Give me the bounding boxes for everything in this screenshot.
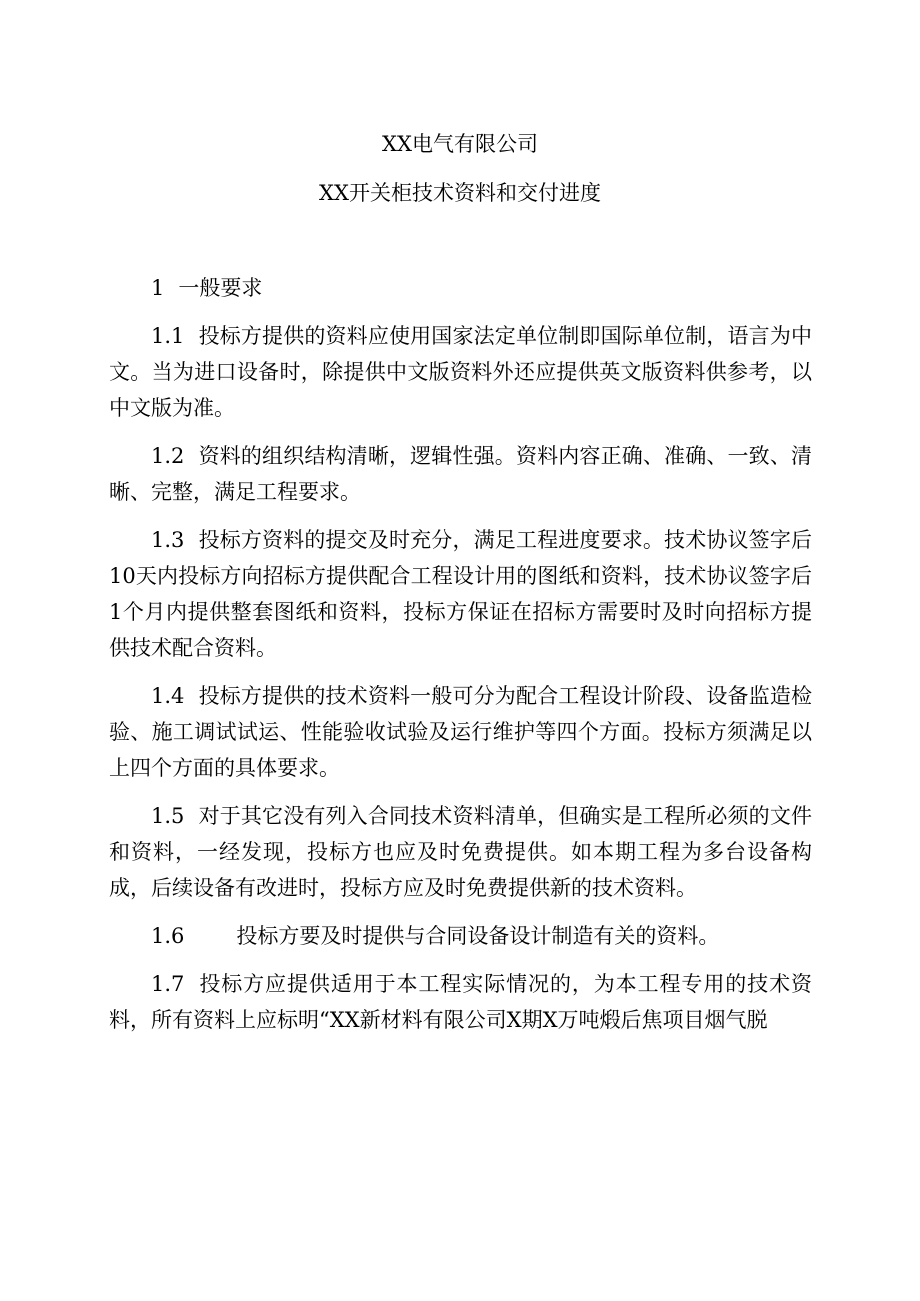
paragraph-text: 投标方提供的资料应使用国家法定单位制即国际单位制，语言为中文。当为进口设备时，除提供中文版资料外还应提供英文版资料供参考，以中文版为准。 xyxy=(109,324,812,420)
paragraph-number: 1.4 xyxy=(151,684,185,708)
paragraph-1-1 xyxy=(109,318,812,426)
section-heading-text: 一般要求 xyxy=(178,276,263,300)
paragraph-number: 1.7 xyxy=(151,972,185,996)
paragraph-number: 1.3 xyxy=(151,528,185,552)
company-name: XX电气有限公司 xyxy=(382,132,538,156)
paragraph-number: 1.5 xyxy=(151,804,185,828)
document-title: XX开关柜技术资料和交付进度 xyxy=(319,181,601,205)
document-body xyxy=(109,270,812,1050)
paragraph-text: 投标方应提供适用于本工程实际情况的，为本工程专用的技术资料，所有资料上应标明“XX新材料有限公司X期X万吨煅后焦项目烟气脱 xyxy=(109,972,812,1032)
paragraph-1-4 xyxy=(109,678,812,786)
paragraph-number: 1.6 xyxy=(151,924,185,948)
paragraph-text: 对于其它没有列入合同技术资料清单，但确实是工程所必须的文件和资料，一经发现，投标方也应及时免费提供。如本期工程为多台设备构成，后续设备有改进时，投标方应及时免费提供新的技术资料。 xyxy=(109,804,812,900)
section-number: 1 xyxy=(151,276,165,300)
paragraph-text: 投标方要及时提供与合同设备设计制造有关的资料。 xyxy=(236,924,720,948)
paragraph-1-6 xyxy=(109,918,812,954)
paragraph-1-2 xyxy=(109,438,812,510)
paragraph-1-3 xyxy=(109,522,812,666)
paragraph-1-7 xyxy=(109,966,812,1038)
paragraph-text: 投标方提供的技术资料一般可分为配合工程设计阶段、设备监造检验、施工调试试运、性能验收试验及运行维护等四个方面。投标方须满足以上四个方面的具体要求。 xyxy=(109,684,812,780)
paragraph-number: 1.2 xyxy=(151,444,185,468)
section-heading xyxy=(109,270,812,306)
paragraph-text: 资料的组织结构清晰，逻辑性强。资料内容正确、准确、一致、清晰、完整，满足工程要求。 xyxy=(109,444,812,504)
paragraph-1-5 xyxy=(109,798,812,906)
paragraph-text: 投标方资料的提交及时充分，满足工程进度要求。技术协议签字后10天内投标方向招标方提供配合工程设计用的图纸和资料，技术协议签字后1个月内提供整套图纸和资料，投标方保证在招标方需要时及时向招标方提供技术配合资料。 xyxy=(109,528,812,660)
paragraph-number: 1.1 xyxy=(151,324,185,348)
